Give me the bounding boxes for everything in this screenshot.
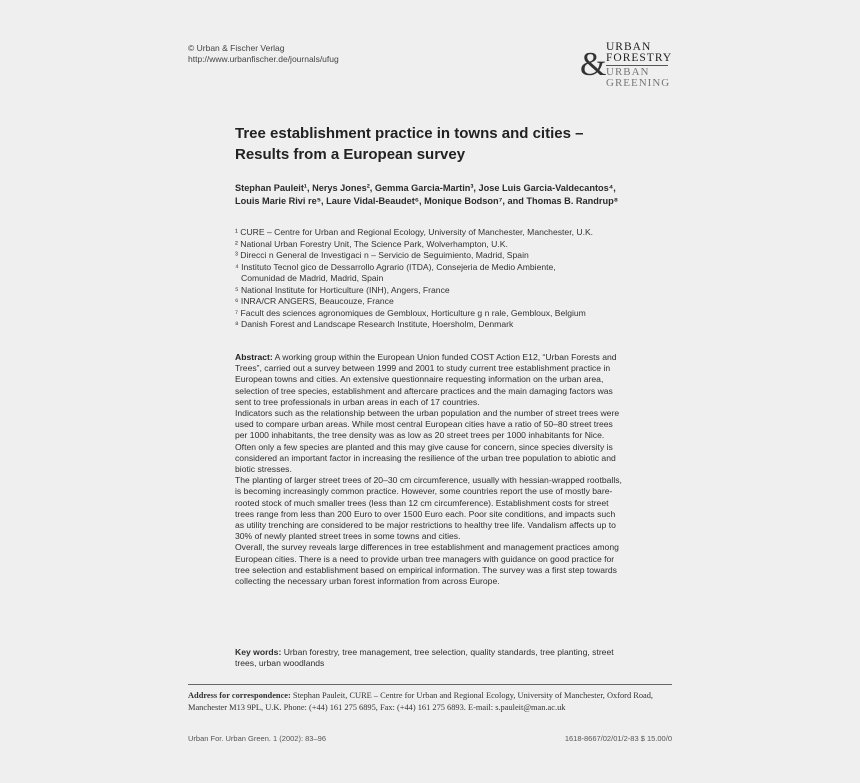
abstract-paragraph: Indicators such as the relationship between the urban population and the number of street trees were used to compare urban areas. While most central European cities have a ratio of 50–80 street trees per 1000 inhabitants, the tree density was as low as 20 street trees per 1000 inhabitants for Nice. Often only a few species are planted and this may give cause for concern, since species diversity is considered an important factor in increasing the resilience of the urban tree population to abiotic and biotic stresses.: [235, 408, 620, 475]
affiliation-item: ³ Direcci n General de Investigaci n – Servicio de Seguimiento, Madrid, Spain: [235, 250, 529, 260]
authors-line-2: Louis Marie Rivi re⁵, Laure Vidal-Beaudet⁶, Monique Bodson⁷, and Thomas B. Randrup⁸: [235, 196, 619, 206]
logo-line-4: GREENING: [606, 77, 671, 89]
abstract-paragraph: The planting of larger street trees of 20–30 cm circumference, usually with hessian-wrapped rootballs, is becoming increasingly common practice. However, some countries report the use of mostly bare-rooted stock of much smaller trees (less than 12 cm circumference). Establishment costs for street trees range from less than 200 Euro to over 1500 Euro each. Poor site conditions, and impacts such as utility trenching are considered to be major restrictions to healthy tree life. Vandalism affects up to 30% of newly planted street trees in some towns and cities.: [235, 475, 622, 542]
correspondence-address: [188, 690, 674, 714]
affiliation-item: ⁶ INRA/CR ANGERS, Beaucouze, France: [235, 296, 394, 306]
abstract: [235, 352, 623, 587]
journal-header: [188, 43, 339, 65]
logo-line-2: FORESTRY: [606, 52, 673, 64]
author-list: [235, 182, 635, 208]
abstract-text: A working group within the European Union funded COST Action E12, “Urban Forests and Trees”, carried out a survey between 1999 and 2001 to study current tree establishment practice in European towns and cities. An extensive questionnaire requesting information on the urban area, selection of tree species, establishment and aftercare practices and the main damaging factors was sent to tree professionals in urban areas in each of 17 countries.: [235, 352, 617, 407]
footnote-divider: [188, 684, 672, 685]
affiliation-item: ² National Urban Forestry Unit, The Science Park, Wolverhampton, U.K.: [235, 238, 508, 249]
journal-url[interactable]: http://www.urbanfischer.de/journals/ufug: [188, 54, 339, 64]
affiliation-item: Comunidad de Madrid, Madrid, Spain: [241, 273, 384, 283]
logo-line-1: URBAN: [606, 41, 652, 53]
title-line-2: Results from a European survey: [235, 146, 466, 163]
journal-logo: [578, 40, 672, 90]
publisher-line: © Urban & Fischer Verlag: [188, 43, 285, 53]
authors-line-1: Stephan Pauleit¹, Nerys Jones², Gemma Garcia-Martin³, Jose Luis Garcia-Valdecantos⁴,: [235, 183, 616, 193]
affiliation-item: ⁵ National Institute for Horticulture (INH), Angers, France: [235, 284, 450, 295]
keywords-text: Urban forestry, tree management, tree selection, quality standards, tree planting, street trees, urban woodlands: [235, 647, 614, 669]
logo-ampersand: &: [580, 46, 607, 83]
keywords: [235, 647, 623, 669]
affiliation-item: ⁴ Instituto Tecnol gico de Dessarrollo Agrario (ITDA), Consejeria de Medio Ambiente,: [235, 261, 556, 272]
title-line-1: Tree establishment practice in towns and cities –: [235, 125, 584, 142]
affiliation-item: ¹ CURE – Centre for Urban and Regional Ecology, University of Manchester, Manchester, U.K.: [235, 227, 594, 237]
correspondence-text: Stephan Pauleit, CURE – Centre for Urban and Regional Ecology, University of Manchester, Oxford Road, Manchester M13 9PL, U.K. Phone: (+44) 161 275 6895, Fax: (+44) 161 275 6893. E-mail: s.pauleit@man.ac.uk: [188, 691, 654, 712]
article-title: [235, 123, 635, 165]
affiliation-item: ⁸ Danish Forest and Landscape Research Institute, Hoersholm, Denmark: [235, 319, 514, 329]
correspondence-label: Address for correspondence:: [188, 691, 291, 700]
issn-footer: 1618-8667/02/01/2-83 $ 15.00/0: [564, 734, 672, 743]
citation-footer: Urban For. Urban Green. 1 (2002): 83–96: [188, 734, 326, 743]
abstract-label: Abstract:: [235, 352, 273, 362]
abstract-paragraph: Overall, the survey reveals large differences in tree establishment and management practices among European cities. There is a need to provide urban tree managers with guidance on good practice for tree selection and establishment based on empirical information. The survey was a first step towards collecting the necessary urban forest information from across Europe.: [235, 542, 619, 587]
affiliation-list: [235, 227, 625, 331]
logo-line-3: URBAN: [606, 66, 650, 78]
abstract-paragraph: [235, 352, 623, 408]
affiliation-item: ⁷ Facult des sciences agronomiques de Gembloux, Horticulture g n rale, Gembloux, Belgium: [235, 307, 586, 318]
keywords-label: Key words:: [235, 647, 282, 657]
